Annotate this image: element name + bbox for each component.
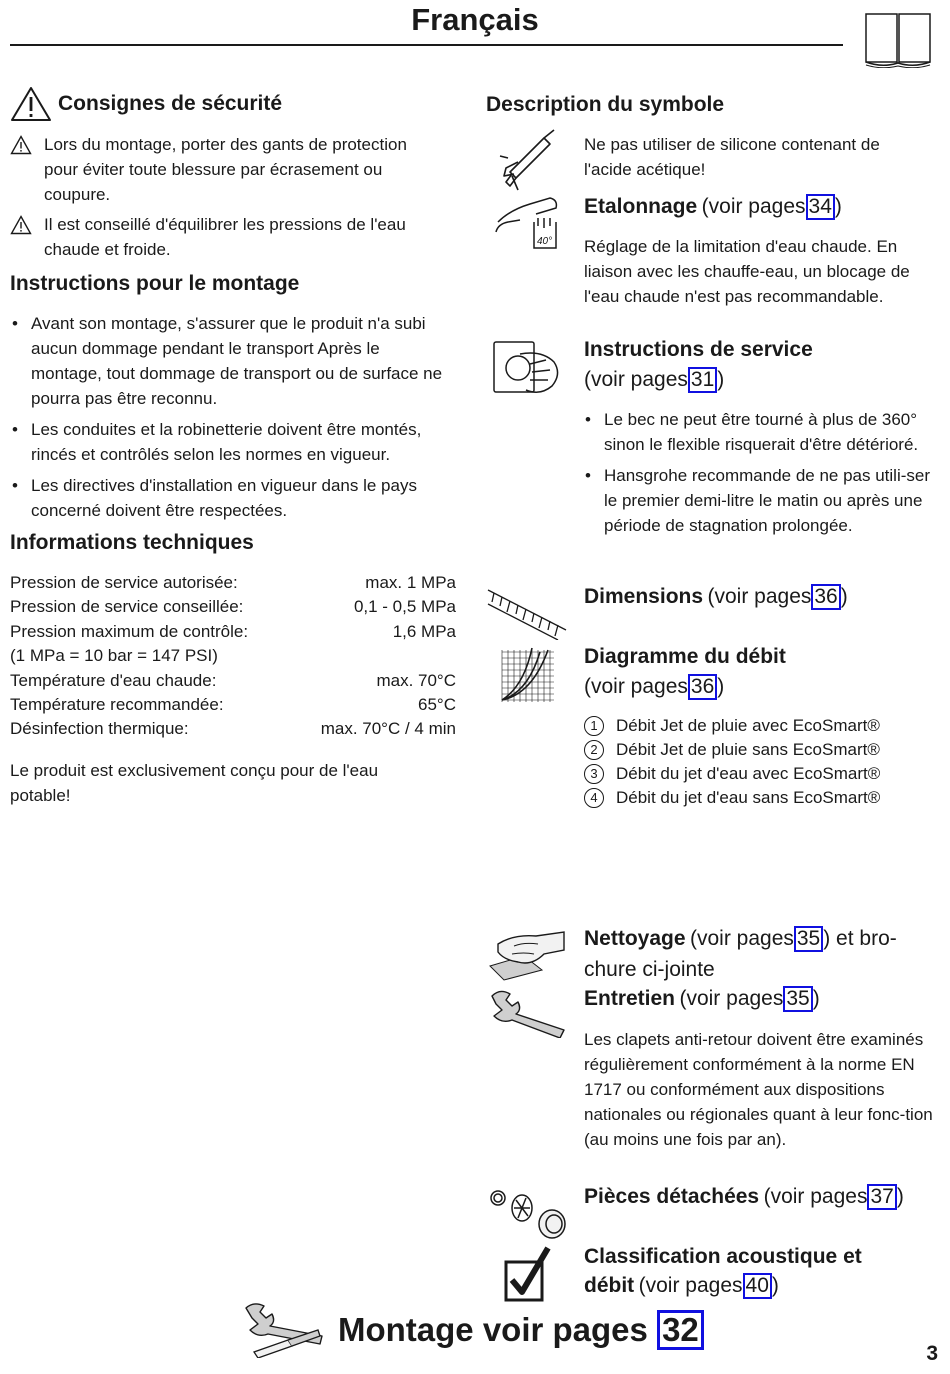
tech-row — [10, 669, 456, 693]
service-ref: (voir pages — [584, 368, 688, 391]
ref-close: ) — [717, 675, 725, 698]
calibration-icon — [490, 192, 562, 254]
tech-label: Température recommandée: — [10, 695, 224, 715]
tech-row — [10, 620, 456, 644]
book-icon — [864, 12, 932, 68]
item-text: Débit du jet d'eau avec EcoSmart® — [616, 764, 881, 783]
warning-small-icon — [10, 135, 32, 155]
safety-item-text: Il est conseillé d'équilibrer les pressions de l'eau chaude et froide. — [44, 215, 406, 259]
ref-close: ) — [834, 195, 842, 218]
page-link[interactable]: 34 — [806, 194, 835, 220]
safety-item — [10, 212, 430, 262]
mounting-title: Instructions pour le montage — [10, 272, 300, 295]
cleaning-heading — [584, 924, 934, 986]
page-link[interactable]: 35 — [783, 986, 812, 1012]
tech-row — [10, 571, 456, 595]
acoustic-title: Classification acoustique et — [584, 1245, 862, 1268]
item-text: Débit du jet d'eau sans EcoSmart® — [616, 788, 881, 807]
list-item — [584, 786, 934, 810]
wrench-icon — [486, 988, 570, 1038]
list-item: • Le bec ne peut être tourné à plus de 360° sinon le flexible risquerait d'être détérioré. — [583, 407, 939, 457]
list-item — [584, 762, 934, 786]
tools-icon — [240, 1302, 326, 1358]
flow-list — [584, 714, 934, 810]
tech-title: Informations techniques — [10, 531, 254, 554]
service-heading — [584, 338, 934, 393]
list-item: • Hansgrohe recommande de ne pas utili-ser le premier demi-litre le matin ou après une période de stagnation prolongée. — [583, 463, 939, 538]
safety-item — [10, 132, 430, 207]
tech-value: max. 70°C — [376, 670, 456, 690]
service-icon — [490, 338, 564, 398]
ruler-icon — [486, 584, 568, 640]
item-number: 2 — [584, 740, 604, 760]
maintenance-title: Entretien — [584, 987, 676, 1010]
page-link[interactable]: 36 — [688, 674, 717, 700]
flow-diagram-icon — [498, 646, 556, 704]
symbol-text: Ne pas utiliser de silicone contenant de l'acide acétique! — [584, 135, 880, 179]
calibration-heading — [584, 194, 934, 220]
tech-value: max. 70°C / 4 min — [320, 719, 456, 739]
page-link[interactable]: 32 — [657, 1310, 704, 1350]
safety-title: Consignes de sécurité — [58, 92, 283, 115]
tech-row — [10, 717, 456, 741]
cleaning-hand-icon — [484, 926, 568, 982]
tech-row — [10, 644, 456, 668]
potable-note: Le produit est exclusivement conçu pour de l'eau potable! — [10, 761, 379, 805]
spare-parts-icon — [488, 1186, 570, 1242]
calibration-icon-label: 40° — [537, 236, 553, 247]
dimensions-heading — [584, 584, 934, 610]
ref-close: ) — [812, 987, 820, 1010]
title-rule — [10, 44, 843, 46]
list-item — [584, 714, 934, 738]
dimensions-ref: (voir pages — [707, 585, 812, 608]
safety-item-text: Lors du montage, porter des gants de protection pour éviter toute blessure par écrasement ou coupure. — [44, 135, 407, 204]
tech-label: Désinfection thermique: — [10, 719, 189, 739]
tech-value: max. 1 MPa — [365, 573, 456, 592]
acoustic-heading — [584, 1245, 934, 1299]
mounting-list — [10, 311, 450, 529]
acoustic-title-2: débit — [584, 1274, 635, 1297]
montage-text: Montage voir pages — [338, 1311, 648, 1348]
calibration-ref: (voir pages — [701, 195, 806, 218]
warning-icon — [10, 86, 52, 122]
maintenance-ref: (voir pages — [679, 987, 784, 1010]
tech-row — [10, 595, 456, 619]
tech-label: Température d'eau chaude: — [10, 670, 217, 690]
flow-title: Diagramme du débit — [584, 645, 786, 668]
item-number: 4 — [584, 788, 604, 808]
maintenance-text: Les clapets anti-retour doivent être examinés régulièrement conformément à la norme EN 1717 ou conformément aux dispositions nationales ou régionales quant à leur fonc-tion (au moins une fois par an). — [584, 1030, 933, 1149]
tech-value: 0,1 - 0,5 MPa — [353, 597, 456, 617]
tech-label: Pression maximum de contrôle: — [10, 621, 249, 641]
item-number: 3 — [584, 764, 604, 784]
spare-ref: (voir pages — [763, 1185, 868, 1208]
page-link[interactable]: 35 — [794, 926, 823, 952]
page-number: 3 — [926, 1342, 938, 1365]
list-item: • Avant son montage, s'assurer que le produit n'a subi aucun dommage pendant le transport Après le montage, tout dommage de transport ou de surface ne pourra pas être reconnu. — [10, 311, 450, 411]
cleaning-ref-after: ) et bro-chure ci-jointe — [584, 927, 897, 981]
cleaning-title: Nettoyage — [584, 927, 686, 950]
item-number: 1 — [584, 716, 604, 736]
list-item — [584, 738, 934, 762]
cleaning-ref: (voir pages — [689, 927, 794, 950]
page-link[interactable]: 37 — [867, 1184, 896, 1210]
ref-close: ) — [717, 368, 725, 391]
calibration-text: Réglage de la limitation d'eau chaude. En liaison avec les chauffe-eau, un blocage de l'eau chaude n'est pas recommandable. — [584, 237, 910, 306]
page-link[interactable]: 31 — [688, 367, 717, 393]
tech-row — [10, 693, 456, 717]
tech-label: (1 MPa = 10 bar = 147 PSI) — [10, 646, 218, 666]
spare-title: Pièces détachées — [584, 1185, 760, 1208]
silicone-gun-icon — [496, 128, 558, 192]
item-text: Débit Jet de pluie avec EcoSmart® — [616, 716, 880, 735]
maintenance-heading — [584, 986, 934, 1012]
spare-heading — [584, 1184, 934, 1210]
tech-value: 1,6 MPa — [392, 621, 456, 641]
ref-close: ) — [840, 585, 848, 608]
flow-ref: (voir pages — [584, 675, 688, 698]
list-item: • Les directives d'installation en vigueur dans le pays concerné doivent être respectées. — [10, 473, 450, 523]
warning-small-icon — [10, 215, 32, 235]
item-text: Débit Jet de pluie sans EcoSmart® — [616, 740, 880, 759]
acoustic-ref: (voir pages — [638, 1274, 743, 1297]
checkbox-check-icon — [504, 1246, 552, 1302]
tech-label: Pression de service autorisée: — [10, 573, 238, 592]
page-title: Français — [411, 2, 539, 37]
tech-table — [10, 571, 456, 742]
montage-heading — [338, 1310, 704, 1350]
ref-close: ) — [896, 1185, 904, 1208]
list-item: • Les conduites et la robinetterie doivent être montés, rincés et contrôlés selon les normes en vigueur. — [10, 417, 450, 467]
ref-close: ) — [771, 1274, 779, 1297]
page-link[interactable]: 40 — [743, 1273, 772, 1299]
calibration-title: Etalonnage — [584, 195, 698, 218]
symbol-title: Description du symbole — [486, 93, 725, 116]
dimensions-title: Dimensions — [584, 585, 704, 608]
service-title: Instructions de service — [584, 338, 813, 361]
flow-heading — [584, 645, 934, 700]
tech-label: Pression de service conseillée: — [10, 597, 244, 617]
tech-value: 65°C — [418, 695, 456, 715]
page-link[interactable]: 36 — [811, 584, 840, 610]
service-list — [583, 407, 939, 544]
